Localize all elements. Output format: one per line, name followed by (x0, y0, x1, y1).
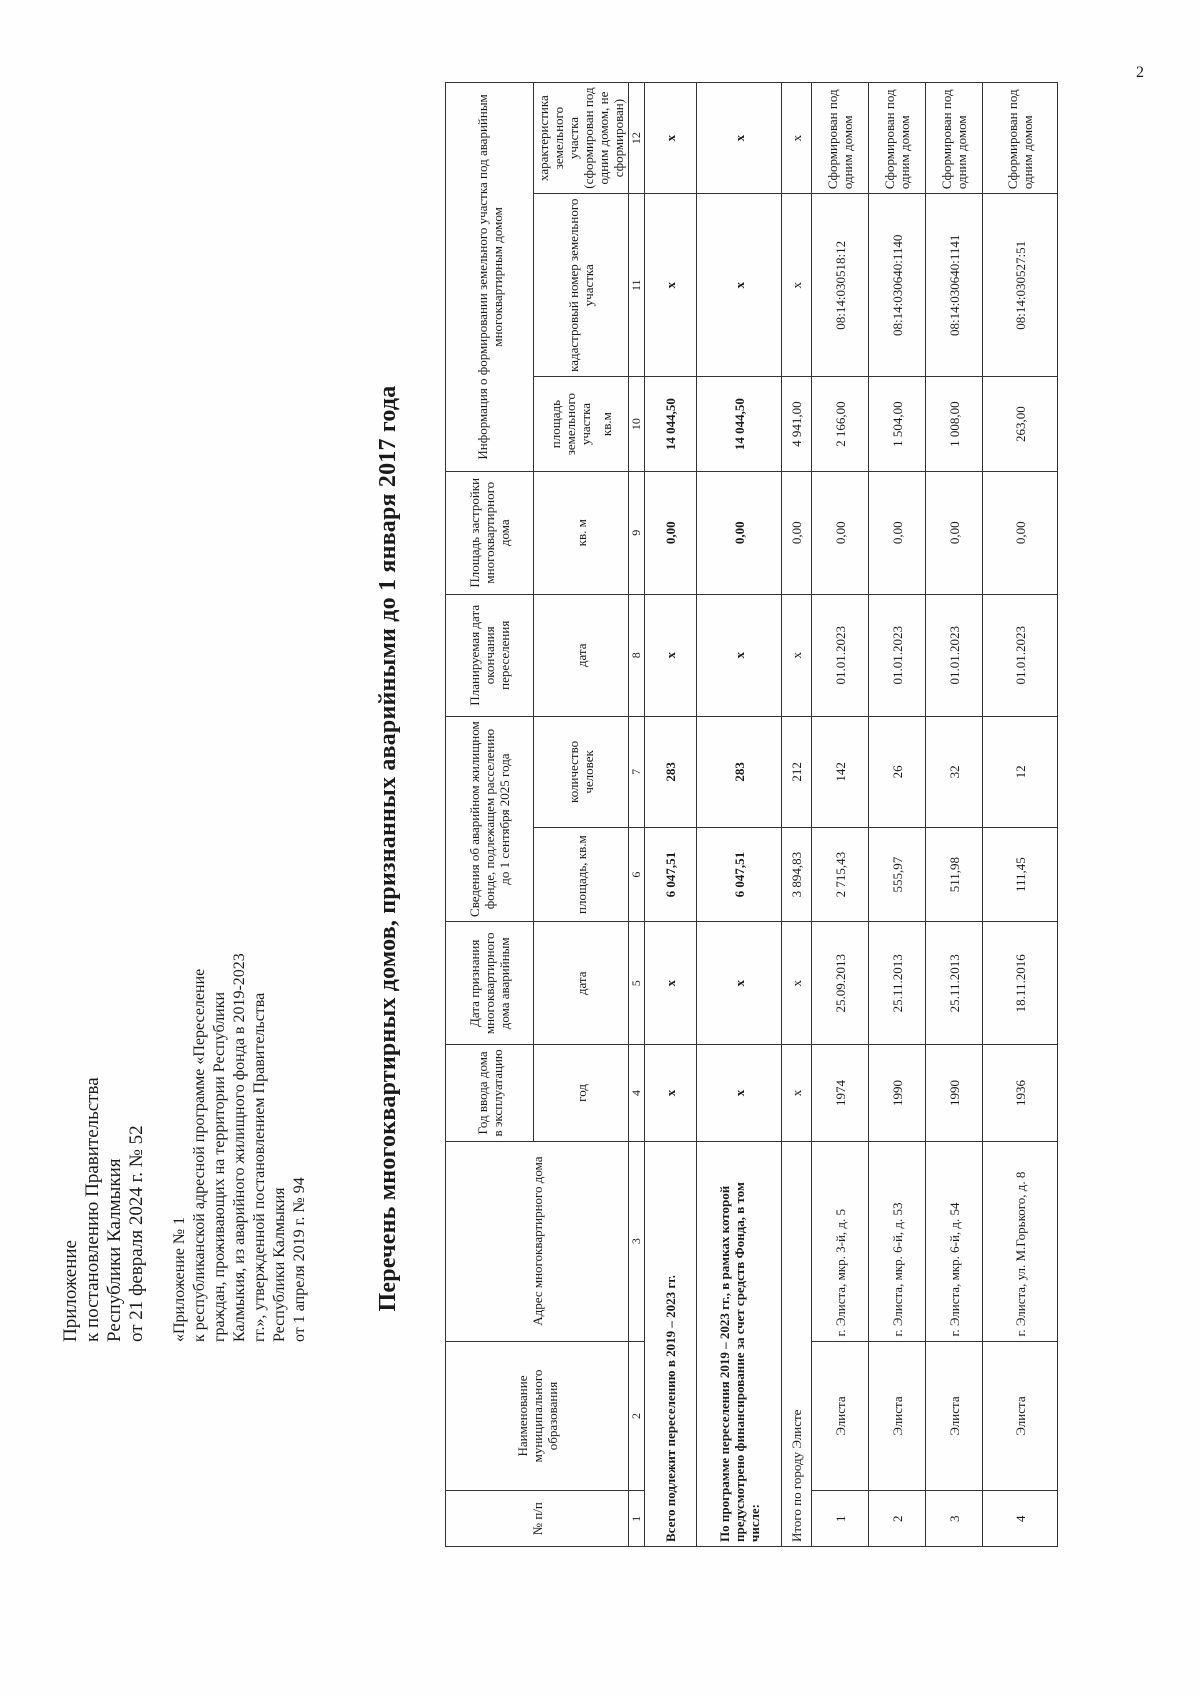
col-number: 9 (629, 471, 645, 594)
municipality-cell: Элиста (812, 1341, 869, 1491)
summary-row-total (645, 83, 697, 1547)
table-cell: 212 (782, 716, 812, 827)
plan-date-cell: 01.01.2023 (983, 594, 1058, 716)
annex-line: граждан, проживающих на территории Республики (211, 991, 228, 1342)
annex-line: «Приложение № 1 (171, 1216, 188, 1342)
header-line: Республики Калмыкия (104, 1158, 125, 1342)
table-cell: х (782, 194, 812, 377)
annex-line: к республиканской адресной программе «Переселение (191, 968, 208, 1342)
table-cell: 4 941,00 (782, 377, 812, 471)
cadastral-cell: 08:14:030640:1141 (926, 194, 983, 377)
header-annex (170, 642, 310, 1342)
land-area-cell: 263,00 (983, 377, 1058, 471)
document-title: Перечень многоквартирных домов, признанных аварийными до 1 января 2017 года (375, 385, 401, 1312)
year-cell: 1974 (812, 1045, 869, 1141)
subheader-cell: характеристика земельного участка (сформирован под одним домом, не сформирован) (534, 83, 629, 194)
col-number: 8 (629, 594, 645, 716)
header-line: к постановлению Правительства (82, 1077, 103, 1342)
land-status-cell: Сформирован под одним домом (812, 83, 869, 194)
unit-cell: площадь, кв.м (534, 827, 629, 921)
build-area-cell: 0,00 (869, 471, 926, 594)
table-row (983, 83, 1058, 1547)
table-cell: х (697, 83, 782, 194)
plan-date-cell: 01.01.2023 (869, 594, 926, 716)
people-cell: 26 (869, 716, 926, 827)
address-cell: г. Элиста, мкр. 6-й, д. 54 (926, 1141, 983, 1341)
date-cell: 25.11.2013 (869, 922, 926, 1045)
table-cell: х (782, 1045, 812, 1141)
annex-line: Калмыкия, из аварийного жилищного фонда в 2019-2023 (231, 953, 248, 1342)
table-cell: 283 (697, 716, 782, 827)
table-cell: х (697, 1045, 782, 1141)
header-line: от 21 февраля 2024 г. № 52 (126, 1125, 147, 1342)
summary-row-city (782, 83, 812, 1547)
table-row (869, 83, 926, 1547)
area-cell: 2 715,43 (812, 827, 869, 921)
municipality-cell: Элиста (983, 1341, 1058, 1491)
year-cell: 1990 (869, 1045, 926, 1141)
col-number: 7 (629, 716, 645, 827)
col-number: 6 (629, 827, 645, 921)
table-cell: 14 044,50 (697, 377, 782, 471)
annex-line: Республики Калмыкия (271, 1187, 288, 1342)
table-cell: х (782, 594, 812, 716)
table-cell: х (782, 922, 812, 1045)
table-cell: х (782, 83, 812, 194)
annex-line: от 1 апреля 2019 г. № 94 (291, 1177, 308, 1342)
address-cell: г. Элиста, ул. М.Горького, д. 8 (983, 1141, 1058, 1341)
land-status-cell: Сформирован под одним домом (926, 83, 983, 194)
municipality-cell: Элиста (926, 1341, 983, 1491)
table-cell: х (645, 1045, 697, 1141)
table-cell: х (645, 83, 697, 194)
table-cell: х (697, 594, 782, 716)
build-area-cell: 0,00 (926, 471, 983, 594)
cadastral-cell: 08:14:030640:1140 (869, 194, 926, 377)
land-status-cell: Сформирован под одним домом (869, 83, 926, 194)
col-number: 2 (629, 1341, 645, 1491)
table-cell: 283 (645, 716, 697, 827)
year-cell: 1936 (983, 1045, 1058, 1141)
build-area-cell: 0,00 (812, 471, 869, 594)
address-cell: г. Элиста, мкр. 6-й, д. 53 (869, 1141, 926, 1341)
table-cell: 0,00 (782, 471, 812, 594)
build-area-cell: 0,00 (983, 471, 1058, 594)
table-cell: х (697, 194, 782, 377)
table-cell: 14 044,50 (645, 377, 697, 471)
land-area-cell: 2 166,00 (812, 377, 869, 471)
header-cell: № п/п (446, 1491, 629, 1547)
date-cell: 25.09.2013 (812, 922, 869, 1045)
plan-date-cell: 01.01.2023 (812, 594, 869, 716)
subheader-cell: площадь земельного участка кв.м (534, 377, 629, 471)
table-row (926, 83, 983, 1547)
document-header (60, 642, 310, 1342)
annex-line: гг.», утвержденной постановлением Правительства (251, 992, 268, 1342)
area-cell: 111,45 (983, 827, 1058, 921)
summary-label: Всего подлежит переселению в 2019 – 2023 гг. (645, 1141, 697, 1546)
table-cell: х (645, 594, 697, 716)
page-number: 2 (1136, 64, 1144, 81)
houses-table (445, 82, 1058, 1547)
header-cell: Дата признания многоквартирного дома аварийным (446, 922, 534, 1045)
unit-cell: дата (534, 922, 629, 1045)
date-cell: 25.11.2013 (926, 922, 983, 1045)
table-cell: 6 047,51 (697, 827, 782, 921)
row-number: 2 (869, 1491, 926, 1547)
summary-row-program (697, 83, 782, 1547)
land-area-cell: 1 504,00 (869, 377, 926, 471)
header-cell: Информация о формировании земельного участка под аварийным многоквартирным домом (446, 83, 534, 472)
table-cell: х (645, 922, 697, 1045)
header-cell: Год ввода дома в эксплуатацию (446, 1045, 534, 1141)
people-cell: 12 (983, 716, 1058, 827)
col-number: 11 (629, 194, 645, 377)
row-number: 3 (926, 1491, 983, 1547)
col-number: 10 (629, 377, 645, 471)
people-cell: 142 (812, 716, 869, 827)
land-area-cell: 1 008,00 (926, 377, 983, 471)
unit-cell: количество человек (534, 716, 629, 827)
header-cell: Планируемая дата окончания переселения (446, 594, 534, 716)
land-status-cell: Сформирован под одним домом (983, 83, 1058, 194)
header-cell: Сведения об аварийном жилищном фонде, подлежащем расселению до 1 сентября 2025 года (446, 716, 534, 921)
table-cell: 3 894,83 (782, 827, 812, 921)
header-cell: Наименование муниципального образования (446, 1341, 629, 1491)
area-cell: 511,98 (926, 827, 983, 921)
table-row (812, 83, 869, 1547)
table-cell: 6 047,51 (645, 827, 697, 921)
header-cell: Площадь застройки многоквартирного дома (446, 471, 534, 594)
row-number: 4 (983, 1491, 1058, 1547)
plan-date-cell: 01.01.2023 (926, 594, 983, 716)
unit-cell: кв. м (534, 471, 629, 594)
cadastral-cell: 08:14:030518:12 (812, 194, 869, 377)
col-number: 12 (629, 83, 645, 194)
people-cell: 32 (926, 716, 983, 827)
unit-cell: дата (534, 594, 629, 716)
col-number: 1 (629, 1491, 645, 1547)
row-number: 1 (812, 1491, 869, 1547)
municipality-cell: Элиста (869, 1341, 926, 1491)
year-cell: 1990 (926, 1045, 983, 1141)
summary-label: Итого по городу Элисте (782, 1141, 812, 1546)
col-number: 3 (629, 1141, 645, 1341)
table-cell: х (645, 194, 697, 377)
date-cell: 18.11.2016 (983, 922, 1058, 1045)
table-cell: 0,00 (645, 471, 697, 594)
table-cell: х (697, 922, 782, 1045)
header-cell: Адрес многоквартирного дома (446, 1141, 629, 1341)
col-number: 5 (629, 922, 645, 1045)
summary-label: По программе переселения 2019 – 2023 гг., в рамках которой предусмотрено финансирование за счет средств Фонда, в том числе: (697, 1141, 782, 1546)
cadastral-cell: 08:14:030527:51 (983, 194, 1058, 377)
unit-cell: год (534, 1045, 629, 1141)
header-line: Приложение (60, 1240, 81, 1342)
table-cell: 0,00 (697, 471, 782, 594)
area-cell: 555,97 (869, 827, 926, 921)
subheader-cell: кадастровый номер земельного участка (534, 194, 629, 377)
address-cell: г. Элиста, мкр. 3-й, д. 5 (812, 1141, 869, 1341)
col-number: 4 (629, 1045, 645, 1141)
